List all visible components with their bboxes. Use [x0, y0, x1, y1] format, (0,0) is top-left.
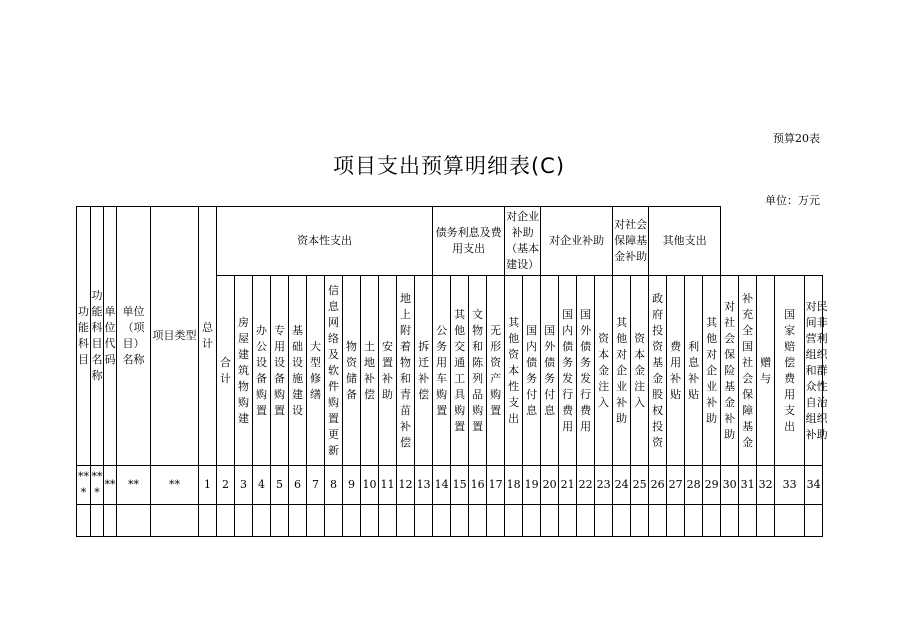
header-func-name: 功能科目名称 — [91, 207, 104, 466]
subheader-cell: 国家赔偿费用支出 — [775, 276, 805, 466]
empty-cell — [451, 505, 469, 537]
empty-cell — [361, 505, 379, 537]
empty-cell — [613, 505, 631, 537]
number-cell: 23 — [595, 466, 613, 505]
empty-cell — [433, 505, 451, 537]
number-cell: 30 — [721, 466, 739, 505]
number-cell: 21 — [559, 466, 577, 505]
number-cell-left: ** — [104, 466, 117, 505]
empty-cell — [379, 505, 397, 537]
subheader-cell: 房屋建筑物购建 — [235, 276, 253, 466]
subheader-cell: 其他对企业补助 — [613, 276, 631, 466]
number-cell: 34 — [805, 466, 823, 505]
number-cell-left: *** — [77, 466, 91, 505]
number-cell: 22 — [577, 466, 595, 505]
unit-label: 单位：万元 — [765, 194, 820, 207]
empty-cell — [631, 505, 649, 537]
number-cell-left: *** — [91, 466, 104, 505]
empty-cell — [805, 505, 823, 537]
group-header-row — [77, 207, 823, 276]
empty-cell — [667, 505, 685, 537]
header-unit-code: 单位代码 — [104, 207, 117, 466]
number-cell: 18 — [505, 466, 523, 505]
subheader-cell: 其他交通工具购置 — [451, 276, 469, 466]
empty-cell — [415, 505, 433, 537]
number-cell: 33 — [775, 466, 805, 505]
group-other: 其他支出 — [649, 207, 721, 276]
empty-cell — [151, 505, 199, 537]
number-cell: 4 — [253, 466, 271, 505]
group-enterprise: 对企业补助 — [541, 207, 613, 276]
empty-cell — [685, 505, 703, 537]
number-cell: 12 — [397, 466, 415, 505]
empty-cell — [343, 505, 361, 537]
number-cell: 20 — [541, 466, 559, 505]
number-cell: 24 — [613, 466, 631, 505]
number-cell: 16 — [469, 466, 487, 505]
subheader-cell: 对民间非营利组织和群众性自治组织补助 — [805, 276, 823, 466]
subheader-cell: 物资储备 — [343, 276, 361, 466]
number-cell: 27 — [667, 466, 685, 505]
subheader-cell: 赠与 — [757, 276, 775, 466]
header-func-code: 功能科目 — [77, 207, 91, 466]
number-cell-left: ** — [117, 466, 151, 505]
number-cell: 11 — [379, 466, 397, 505]
number-cell: 3 — [235, 466, 253, 505]
subheader-cell: 资本金注入 — [595, 276, 613, 466]
subheader-cell: 信息网络及软件购置更新 — [325, 276, 343, 466]
subheader-cell: 无形资产购置 — [487, 276, 505, 466]
subheader-cell: 大型修缮 — [307, 276, 325, 466]
page-title: 项目支出预算明细表(C) — [332, 154, 566, 178]
subheader-cell: 国内债务发行费用 — [559, 276, 577, 466]
empty-cell — [739, 505, 757, 537]
empty-cell — [703, 505, 721, 537]
empty-cell — [217, 505, 235, 537]
empty-data-row — [77, 505, 823, 537]
empty-cell — [117, 505, 151, 537]
number-cell: 7 — [307, 466, 325, 505]
subheader-cell: 费用补贴 — [667, 276, 685, 466]
group-enterprise-construction: 对企业补助（基本建设） — [505, 207, 541, 276]
subheader-cell: 土地补偿 — [361, 276, 379, 466]
subheader-cell: 基础设施建设 — [289, 276, 307, 466]
subheader-cell: 公务用车购置 — [433, 276, 451, 466]
number-cell: 2 — [217, 466, 235, 505]
number-cell: 9 — [343, 466, 361, 505]
subheader-cell: 其他资本性支出 — [505, 276, 523, 466]
empty-cell — [199, 505, 217, 537]
empty-cell — [289, 505, 307, 537]
subheader-cell: 国外债务付息 — [541, 276, 559, 466]
group-debt: 债务利息及费用支出 — [433, 207, 505, 276]
empty-cell — [325, 505, 343, 537]
empty-cell — [271, 505, 289, 537]
subheader-cell: 资本金注入 — [631, 276, 649, 466]
empty-cell — [487, 505, 505, 537]
number-cell: 31 — [739, 466, 757, 505]
header-total: 总计 — [199, 207, 217, 466]
number-cell-left: 1 — [199, 466, 217, 505]
number-cell: 14 — [433, 466, 451, 505]
subheader-cell: 国内债务付息 — [523, 276, 541, 466]
header-project-type: 项目类型 — [151, 207, 199, 466]
number-cell: 8 — [325, 466, 343, 505]
number-cell: 26 — [649, 466, 667, 505]
empty-cell — [757, 505, 775, 537]
subheader-cell: 地上附着物和青苗补偿 — [397, 276, 415, 466]
empty-cell — [397, 505, 415, 537]
subheader-cell: 拆迁补偿 — [415, 276, 433, 466]
number-cell: 19 — [523, 466, 541, 505]
empty-cell — [104, 505, 117, 537]
subheader-cell: 专用设备购置 — [271, 276, 289, 466]
empty-cell — [721, 505, 739, 537]
subheader-cell: 利息补贴 — [685, 276, 703, 466]
subheader-cell: 补充全国社会保障基金 — [739, 276, 757, 466]
form-code: 预算20表 — [773, 132, 820, 145]
subheader-cell: 其他对企业补助 — [703, 276, 721, 466]
number-cell: 25 — [631, 466, 649, 505]
number-cell: 17 — [487, 466, 505, 505]
empty-cell — [505, 505, 523, 537]
group-social-security: 对社会保障基金补助 — [613, 207, 649, 276]
number-cell: 32 — [757, 466, 775, 505]
empty-cell — [649, 505, 667, 537]
subheader-cell: 对社会保险基金补助 — [721, 276, 739, 466]
empty-cell — [541, 505, 559, 537]
number-cell: 6 — [289, 466, 307, 505]
empty-cell — [523, 505, 541, 537]
number-cell: 29 — [703, 466, 721, 505]
group-capital: 资本性支出 — [217, 207, 433, 276]
empty-cell — [469, 505, 487, 537]
subheader-cell: 政府投资基金股权投资 — [649, 276, 667, 466]
empty-cell — [77, 505, 91, 537]
budget-table — [76, 206, 828, 537]
number-cell: 10 — [361, 466, 379, 505]
subheader-cell: 安置补助 — [379, 276, 397, 466]
empty-cell — [91, 505, 104, 537]
number-row — [77, 466, 823, 505]
empty-cell — [307, 505, 325, 537]
subheader-cell: 合计 — [217, 276, 235, 466]
header-unit-name: 单位（项目）名称 — [117, 207, 151, 466]
number-cell: 5 — [271, 466, 289, 505]
empty-cell — [559, 505, 577, 537]
empty-cell — [235, 505, 253, 537]
empty-cell — [577, 505, 595, 537]
empty-cell — [253, 505, 271, 537]
empty-cell — [775, 505, 805, 537]
number-cell: 28 — [685, 466, 703, 505]
number-cell-left: ** — [151, 466, 199, 505]
number-cell: 13 — [415, 466, 433, 505]
empty-cell — [595, 505, 613, 537]
number-cell: 15 — [451, 466, 469, 505]
subheader-cell: 国外债务发行费用 — [577, 276, 595, 466]
subheader-cell: 文物和陈列品购置 — [469, 276, 487, 466]
subheader-cell: 办公设备购置 — [253, 276, 271, 466]
